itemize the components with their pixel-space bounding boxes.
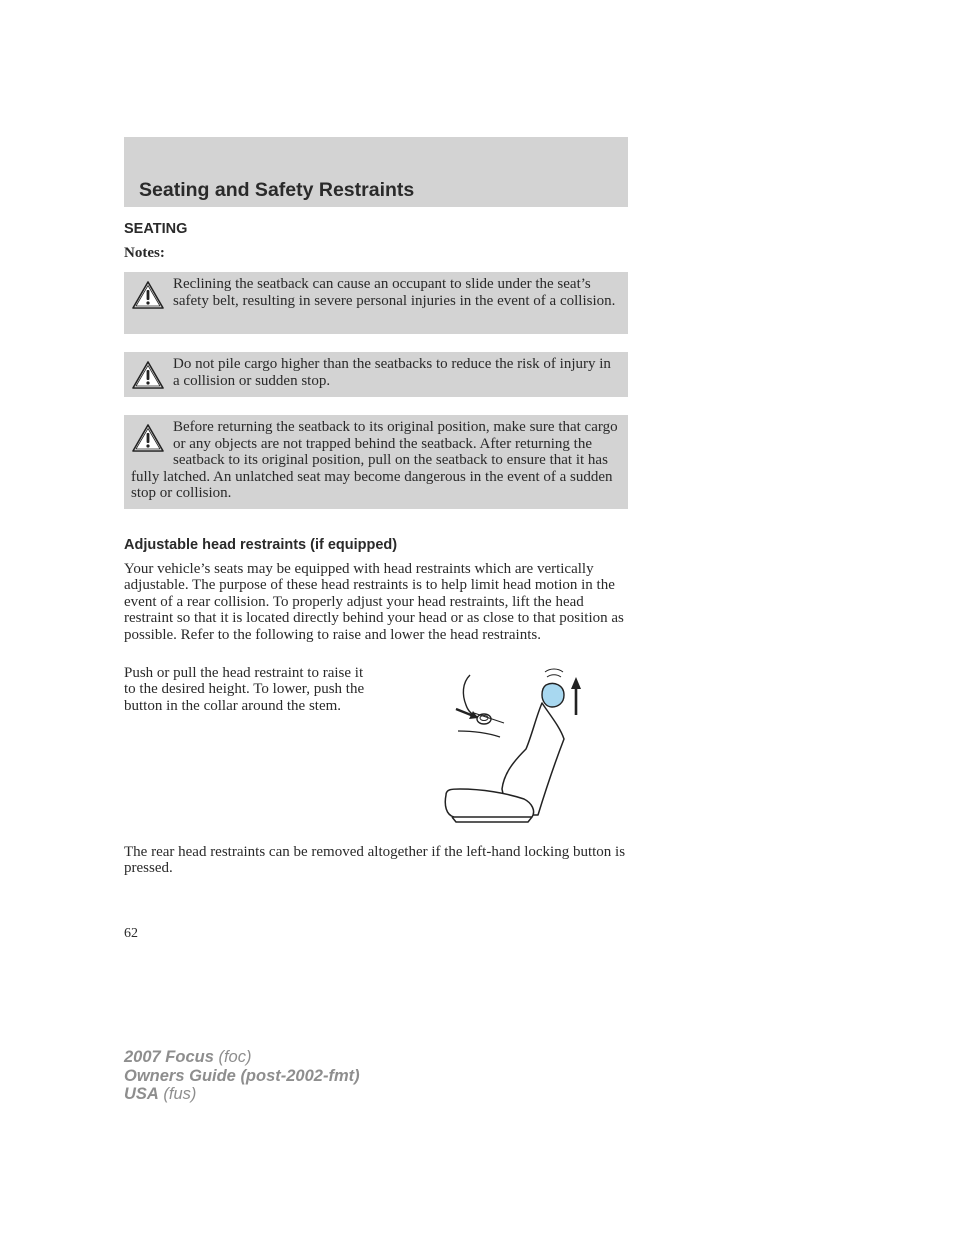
seat-head-restraint-illustration [432, 665, 592, 827]
footer-line-1: 2007 Focus (foc) [124, 1048, 252, 1066]
page-title: Seating and Safety Restraints [139, 179, 415, 201]
warning-triangle-icon [131, 360, 165, 390]
warning-box-recline [124, 272, 628, 334]
warning-box-cargo [124, 352, 628, 397]
warning-box-seatback-latch [124, 415, 628, 509]
head-restraints-instruction: Push or pull the head restraint to raise it to the desired height. To lower, push the button in the collar around the stem. [124, 665, 365, 714]
warning-text: Do not pile cargo higher than the seatbacks to reduce the risk of injury in a collision or sudden stop. [173, 356, 611, 389]
head-restraints-heading: Adjustable head restraints (if equipped) [124, 537, 398, 553]
document-footer [124, 1048, 360, 1104]
warning-text: Reclining the seatback can cause an occupant to slide under the seat’s safety belt, resulting in severe personal injuries in the event of a collision. [173, 276, 616, 309]
warning-triangle-icon [131, 423, 165, 453]
warning-text: Before returning the seatback to its original position, make sure that cargo or any objects are not trapped behind the seatback. After returning the seatback to its original position, pull on the seatback to ensure that it has fully latched. An unlatched seat may become dangerous in the event of a sudden stop or collision. [131, 419, 618, 501]
footer-line-3: USA (fus) [124, 1085, 197, 1103]
section-heading: SEATING [124, 221, 188, 237]
footer-line-2: Owners Guide (post-2002-fmt) [124, 1066, 360, 1085]
notes-label: Notes: [124, 245, 165, 261]
warning-triangle-icon [131, 280, 165, 310]
header-band [124, 137, 628, 207]
head-restraints-intro: Your vehicle’s seats may be equipped with head restraints which are vertically adjustable. The purpose of these head restraints is to help limit head motion in the event of a rear collision. To properly adjust your head restraints, lift the head restraint so that it is located directly behind your head or as close to that position as possible. Refer to the following to raise and lower the head restraints. [124, 561, 624, 643]
page-number: 62 [124, 926, 138, 941]
rear-head-restraints-note: The rear head restraints can be removed altogether if the left-hand locking button is pressed. [124, 844, 626, 877]
